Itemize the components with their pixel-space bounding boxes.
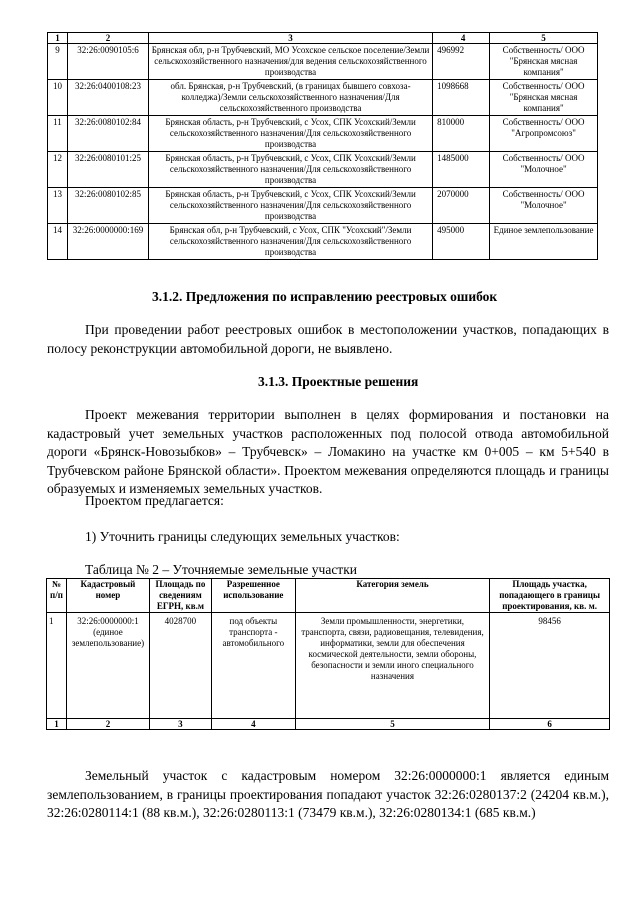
address-cell: Брянская область, р-н Трубчевский, с Усох, СПК Усохский/Земли сельскохозяйственного назначения/Для сельскохозяйственного производства: [148, 188, 432, 224]
column-number: 2: [66, 719, 149, 730]
column-header: Площадь участка, попадающего в границы проектирования, кв. м.: [490, 579, 610, 613]
table-row: [48, 116, 598, 152]
table-row: [47, 613, 610, 719]
row-number: 1: [47, 613, 67, 719]
area-cell: 2070000: [433, 188, 490, 224]
area-cell: 1485000: [433, 152, 490, 188]
section-313-text: Проект межевания территории выполнен в целях формирования и постановки на кадастровый учет земельных участков расположенных под полосой отвода автомобильной дороги «Брянск-Новозыбков» – Трубчевск» – Ломакино на участке км 0+005 – км 5+540 в Трубчевском районе Брянской области». Проектом межевания определяются площадь и границы образуемых и изменяемых земельных участков.: [47, 407, 609, 496]
row-number: 14: [48, 224, 68, 260]
permitted-use-cell: под объекты транспорта - автомобильного: [211, 613, 295, 719]
row-number: 11: [48, 116, 68, 152]
cadastral-number: 32:26:0090105:6: [67, 44, 148, 80]
project-area-cell: 98456: [490, 613, 610, 719]
area-cell: 1098668: [433, 80, 490, 116]
owner-cell: Единое землепользование: [490, 224, 598, 260]
row-number: 13: [48, 188, 68, 224]
owner-cell: Собственность/ ООО "Агропромсоюз": [490, 116, 598, 152]
column-header: Категория земель: [295, 579, 489, 613]
column-header: 3: [148, 33, 432, 44]
table-row: [48, 152, 598, 188]
area-cell: 496992: [433, 44, 490, 80]
column-header: Кадастровый номер: [66, 579, 149, 613]
address-cell: Брянская обл, р-н Трубчевский, с Усох, СПК "Усохский"/Земли сельскохозяйственного назначения/Для сельскохозяйственного производства: [148, 224, 432, 260]
land-plots-table: [47, 32, 598, 260]
column-header: 1: [48, 33, 68, 44]
cadastral-number: 32:26:0000000:169: [67, 224, 148, 260]
table-2-caption: Таблица № 2 – Уточняемые земельные участки: [85, 562, 357, 577]
area-cell: 4028700: [149, 613, 211, 719]
column-number: 6: [490, 719, 610, 730]
cadastral-number: 32:26:0080102:85: [67, 188, 148, 224]
column-header: 2: [67, 33, 148, 44]
column-number: 4: [211, 719, 295, 730]
table-row: [48, 224, 598, 260]
row-number: 12: [48, 152, 68, 188]
table-row: [48, 188, 598, 224]
table-header-row: [48, 33, 598, 44]
column-header: Разрешенное использование: [211, 579, 295, 613]
column-number: 1: [47, 719, 67, 730]
closing-text: Земельный участок с кадастровым номером 32:26:0000000:1 является единым землепользованием, в границы проектирования попадают участок 32:26:0280137:2 (24204 кв.м.), 32:26:0280114:1 (88 кв.м.), 32:26:0280113:1 (73479 кв.м.), 32:26:0280134:1 (685 кв.м.): [47, 768, 609, 820]
owner-cell: Собственность/ ООО "Брянская мясная компания": [490, 80, 598, 116]
cadastral-number: 32:26:0400108:23: [67, 80, 148, 116]
column-number-row: [47, 719, 610, 730]
land-category-cell: Земли промышленности, энергетики, транспорта, связи, радиовещания, телевидения, информатики, земли для обеспечения космической деятельности, земли обороны, безопасности и земли иного специального назначения: [295, 613, 489, 719]
column-number: 3: [149, 719, 211, 730]
address-cell: обл. Брянская, р-н Трубчевский, (в границах бывшего совхоза-колледжа)/Земли сельскохозяйственного назначения/Для сельскохозяйственного производства: [148, 80, 432, 116]
owner-cell: Собственность/ ООО "Молочное": [490, 152, 598, 188]
section-312-title: 3.1.2. Предложения по исправлению реестровых ошибок: [152, 289, 498, 304]
cadastral-number: 32:26:0000000:1 (единое землепользование): [66, 613, 149, 719]
column-header: № п/п: [47, 579, 67, 613]
area-cell: 810000: [433, 116, 490, 152]
section-312-text: При проведении работ реестровых ошибок в местоположении участков, попадающих в полосу реконструкции автомобильной дороги, не выявлено.: [47, 322, 609, 356]
row-number: 9: [48, 44, 68, 80]
cadastral-number: 32:26:0080101:25: [67, 152, 148, 188]
cadastral-number: 32:26:0080102:84: [67, 116, 148, 152]
refined-plots-table: [46, 578, 610, 730]
area-cell: 495000: [433, 224, 490, 260]
address-cell: Брянская обл, р-н Трубчевский, МО Усохское сельское поселение/Земли сельскохозяйственного назначения/для ведения сельскохозяйственного производства: [148, 44, 432, 80]
owner-cell: Собственность/ ООО "Молочное": [490, 188, 598, 224]
column-header: Площадь по сведениям ЕГРН, кв.м: [149, 579, 211, 613]
column-header: 5: [490, 33, 598, 44]
section-313-title: 3.1.3. Проектные решения: [258, 374, 419, 389]
address-cell: Брянская область, р-н Трубчевский, с Усох, СПК Усохский/Земли сельскохозяйственного назначения/Для сельскохозяйственного производства: [148, 116, 432, 152]
column-number: 5: [295, 719, 489, 730]
address-cell: Брянская область, р-н Трубчевский, с Усох, СПК Усохский/Земли сельскохозяйственного назначения/Для сельскохозяйственного производства: [148, 152, 432, 188]
table-row: [48, 80, 598, 116]
table-header-row: [47, 579, 610, 613]
proposal-line: Проектом предлагается:: [85, 493, 224, 508]
owner-cell: Собственность/ ООО "Брянская мясная компания": [490, 44, 598, 80]
row-number: 10: [48, 80, 68, 116]
item-1-line: 1) Уточнить границы следующих земельных участков:: [85, 529, 400, 544]
table-row: [48, 44, 598, 80]
column-header: 4: [433, 33, 490, 44]
